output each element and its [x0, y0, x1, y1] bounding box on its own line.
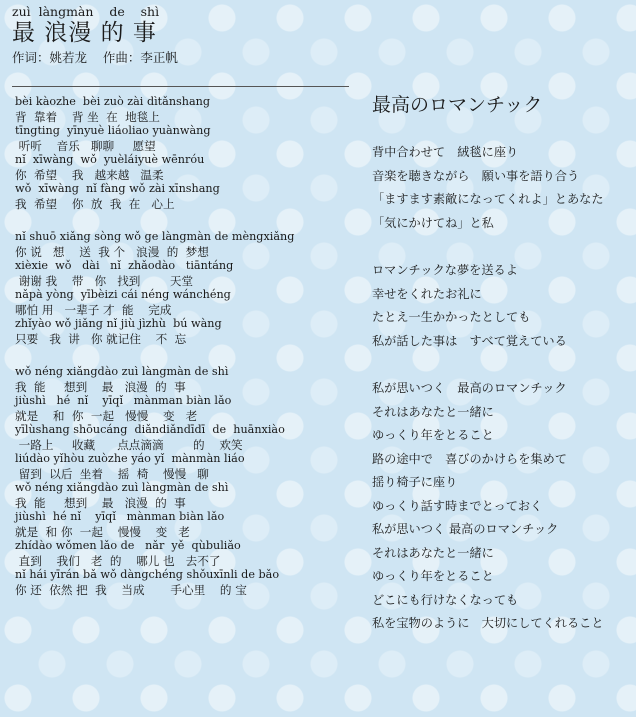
pinyin-line: wǒ xīwàng nǐ fàng wǒ zài xīnshang [15, 182, 220, 195]
japanese-body [372, 141, 632, 636]
pinyin-line: nǐ xīwàng wǒ yuèláiyuè wēnróu [15, 153, 205, 166]
japanese-line: 私が思いつく 最高のロマンチック [372, 381, 567, 395]
japanese-lyrics [372, 91, 632, 660]
japanese-line: 背中合わせて 絨毯に座り [372, 145, 519, 159]
hanzi-line: 你 希望 我 越来越 温柔 [15, 167, 164, 182]
hanzi-line: 你 还 依然 把 我 当成 手心里 的 宝 [15, 582, 247, 597]
song-title: 最 浪漫 的 事 [12, 20, 157, 46]
japanese-line: それはあなたと一緒に [372, 404, 494, 419]
hanzi-line: 只要 我 讲 你 就记住 不 忘 [15, 331, 187, 346]
pinyin-line: bèi kàozhe bèi zuò zài dìtǎnshang [15, 95, 211, 108]
pinyin-line: nǐ shuō xiǎng sòng wǒ ge làngmàn de mèngxiǎng [15, 230, 295, 243]
japanese-line: それはあなたと一緒に [372, 545, 494, 560]
hanzi-line: 我 希望 你 放 我 在 心上 [15, 196, 175, 211]
chinese-lyrics [15, 95, 360, 616]
japanese-line: 幸せをくれたお礼に [372, 286, 482, 301]
hanzi-line: 就是 和 你 一起 慢慢 变 老 [15, 524, 190, 539]
pinyin-line: wǒ néng xiǎngdào zuì làngmàn de shì [15, 481, 229, 494]
title-divider [12, 86, 349, 87]
japanese-line: 路の途中で 喜びのかけらを集めて [372, 451, 567, 466]
chinese-stanza [15, 365, 360, 597]
hanzi-line: 一路上 收藏 点点滴滴 的 欢笑 [15, 437, 243, 452]
hanzi-line: 背 靠着 背 坐 在 地毯上 [15, 109, 160, 124]
japanese-stanza [372, 259, 632, 353]
japanese-line: 音楽を聴きながら 願い事を語り合う [372, 168, 580, 183]
hanzi-line: 哪怕 用 一辈子 才 能 完成 [15, 302, 172, 317]
title-pinyin: zuì làngmàn de shì [12, 4, 160, 19]
pinyin-line: yīlùshang shōucáng diǎndiǎndīdī de huānxiào [15, 423, 285, 436]
japanese-stanza [372, 141, 632, 235]
pinyin-line: liúdào yǐhòu zuòzhe yáo yǐ mànmàn liáo [15, 452, 245, 465]
pinyin-line: jiùshì hé nǐ yīqǐ mànman biàn lǎo [15, 394, 232, 407]
hanzi-line: 就是 和 你 一起 慢慢 变 老 [15, 408, 198, 423]
hanzi-line: 你 说 想 送 我 个 浪漫 的 梦想 [15, 244, 209, 259]
pinyin-line: nǎpà yòng yībèizi cái néng wánchéng [15, 288, 231, 301]
japanese-line: ゆっくり年をとること [372, 428, 494, 442]
japanese-line: 私が思いつく 最高のロマンチック [372, 522, 559, 536]
pinyin-line: wǒ néng xiǎngdào zuì làngmàn de shì [15, 365, 229, 378]
japanese-line: ゆっくり話す時までとっておく [372, 498, 543, 513]
chinese-stanza [15, 95, 360, 211]
japanese-line: どこにも行けなくなっても [372, 592, 519, 607]
pinyin-line: xièxie wǒ dài nǐ zhǎodào tiāntáng [15, 259, 234, 272]
japanese-title: 最高のロマンチック [372, 94, 543, 116]
hanzi-line: 听听 音乐 聊聊 愿望 [15, 138, 156, 153]
hanzi-line: 直到 我们 老 的 哪儿 也 去不了 [15, 553, 221, 568]
song-credits: 作词：姚若龙 作曲：李正帆 [12, 50, 178, 65]
japanese-line: ゆっくり年をとること [372, 569, 494, 583]
hanzi-line: 我 能 想到 最 浪漫 的 事 [15, 379, 186, 394]
japanese-line: たとえ一生かかったとしても [372, 310, 531, 324]
japanese-line: 揺り椅子に座り [372, 475, 458, 489]
japanese-line: 私が話した事は すべて覚えている [372, 333, 567, 348]
japanese-stanza [372, 377, 632, 636]
pinyin-line: jiùshì hé nǐ yīqǐ mànman biàn lǎo [15, 510, 225, 523]
japanese-line: ロマンチックな夢を送るよ [372, 263, 518, 277]
japanese-line: 「ますます素敵になってくれよ」とあなた [372, 192, 604, 206]
pinyin-line: tīngting yīnyuè liáoliao yuànwàng [15, 124, 211, 137]
song-header [12, 4, 357, 67]
pinyin-line: zhǐyào wǒ jiǎng nǐ jiù jìzhù bú wàng [15, 317, 222, 330]
pinyin-line: nǐ hái yīrán bǎ wǒ dàngchéng shǒuxīnli de bǎo [15, 568, 280, 581]
hanzi-line: 我 能 想到 最 浪漫 的 事 [15, 495, 186, 510]
hanzi-line: 谢谢 我 带 你 找到 天堂 [15, 273, 194, 288]
pinyin-line: zhídào wǒmen lǎo de nǎr yě qùbuliǎo [15, 539, 241, 552]
chinese-stanza [15, 230, 360, 346]
japanese-line: 「気にかけてね」と私 [372, 215, 494, 230]
japanese-line: 私を宝物のように 大切にしてくれること [372, 616, 604, 630]
hanzi-line: 留到 以后 坐着 摇 椅 慢慢 聊 [15, 466, 209, 481]
